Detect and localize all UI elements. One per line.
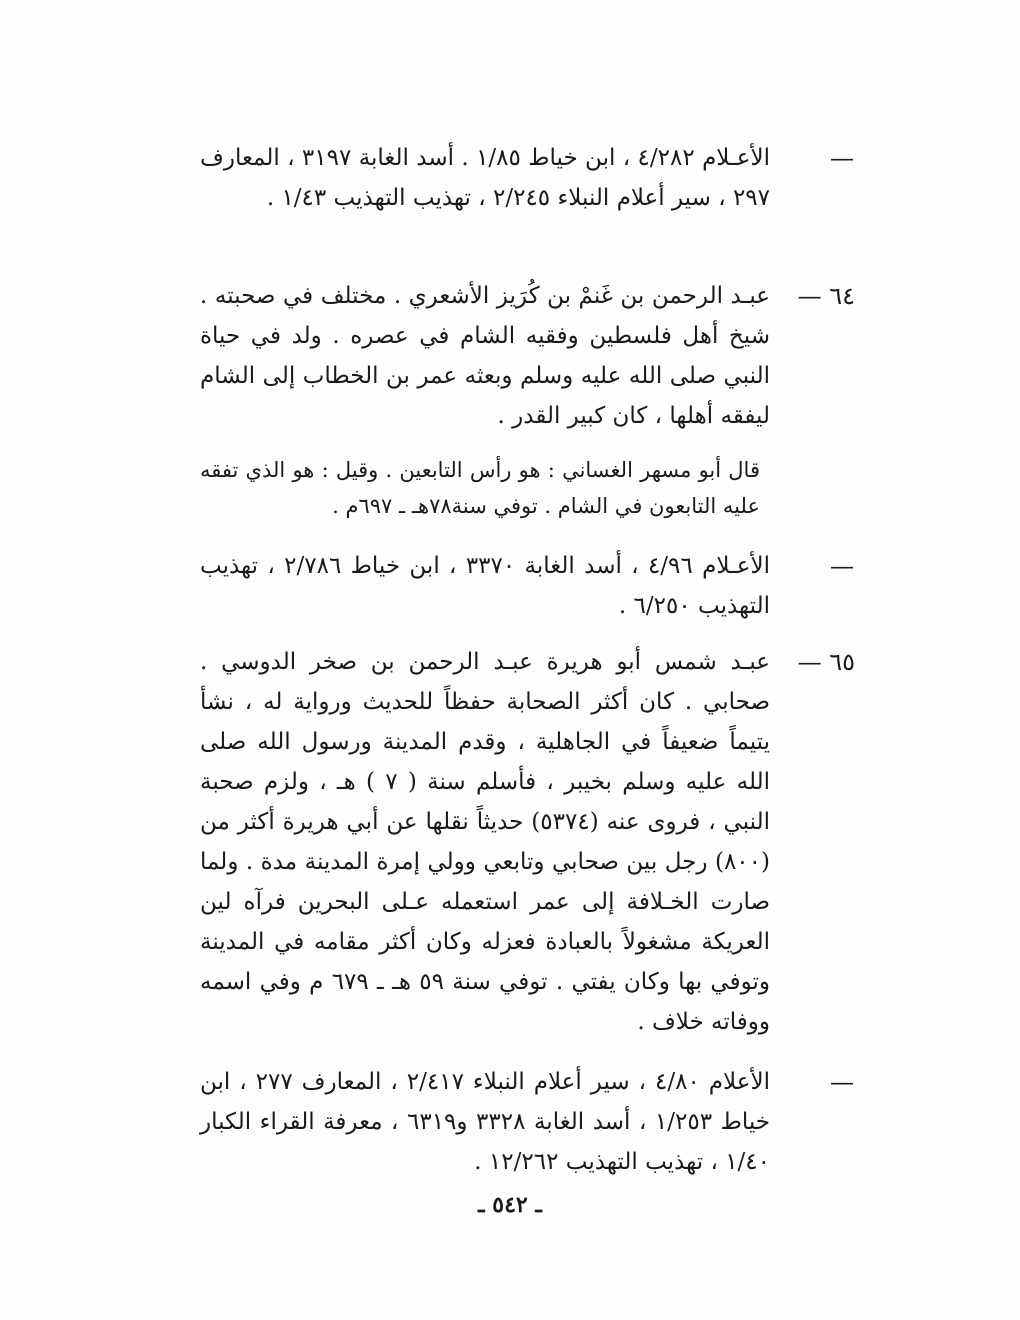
quotation-text: قال أبو مسهر الغساني : هو رأس التابعين . وقيل : هو الذي تفقه عليه التابعون في الشام . توفي سنة٧٨هـ ـ ٦٩٧م . [200,458,760,518]
biography-entry-64 [200,276,855,436]
citation-block-65 [200,1062,855,1182]
biography-entry-65 [200,642,855,1042]
citation-row [200,138,855,218]
entry-marker: — [830,144,855,172]
citation-block-63 [200,138,855,218]
entry-text: عبـد شمس أبو هريرة عبـد الرحمن بن صخر الدوسي . صحابي . كان أكثر الصحابة حفظاً للحديث ورواية له ، نشأ يتيماً ضعيفاً في الجاهلية ، وقدم المدينة ورسول الله صلى الله عليه وسلم بخيبر ، فأسلم سنة ( ٧ ) هـ ، ولزم صحبة النبي ، فروى عنه (٥٣٧٤) حديثاً نقلها عن أبي هريرة أكثر من (٨٠٠) رجل بين صحابي وتابعي وولي إمرة المدينة مدة . ولما صارت الخـلافة إلى عمر استعمله عـلى البحرين فرآه لين العريكة مشغولاً بالعبادة فعزله وكان أكثر مقامه في المدينة وتوفي بها وكان يفتي . توفي سنة ٥٩ هـ ـ ٦٧٩ م وفي اسمه ووفاته خلاف . [200,649,770,1035]
citation-text: الأعلام ٤/٨٠ ، سير أعلام النبلاء ٢/٤١٧ ، المعارف ٢٧٧ ، ابن خياط ١/٢٥٣ ، أسد الغابة ٣٣٢٨ و٦٣١٩ ، معرفة القراء الكبار ١/٤٠ ، تهذيب التهذيب ١٢/٢٦٢ . [200,1069,771,1175]
citation-block-64 [200,546,855,626]
entry-marker: — [830,1068,855,1096]
citation-row [200,1062,855,1182]
quotation-row [200,452,855,524]
entry-text: عبـد الرحمن بن غَنمْ بن كُرَيز الأشعري . مختلف في صحبته . شيخ أهل فلسطين وفقيه الشام في عصره . ولد في حياة النبي صلى الله عليه وسلم وبعثه عمر بن الخطاب إلى الشام ليفقه أهلها ، كان كبير القدر . [200,283,770,429]
entry-number: ٦٥ — [797,648,855,676]
entry-number: ٦٤ — [797,282,855,310]
page-number: ـ ٥٤٢ ـ [478,1192,542,1218]
entry-row [200,276,855,436]
citation-text: الأعـلام ٤/٢٨٢ ، ابن خياط ١/٨٥ . أسد الغابة ٣١٩٧ ، المعارف ٢٩٧ ، سير أعلام النبلاء ٢/٢٤٥ ، تهذيب التهذيب ١/٤٣ . [200,145,771,211]
entry-row [200,642,855,1042]
citation-row [200,546,855,626]
entry-marker: — [830,552,855,580]
citation-text: الأعـلام ٤/٩٦ ، أسد الغابة ٣٣٧٠ ، ابن خياط ٢/٧٨٦ ، تهذيب التهذيب ٦/٢٥٠ . [200,553,771,619]
quotation-block [200,452,855,524]
